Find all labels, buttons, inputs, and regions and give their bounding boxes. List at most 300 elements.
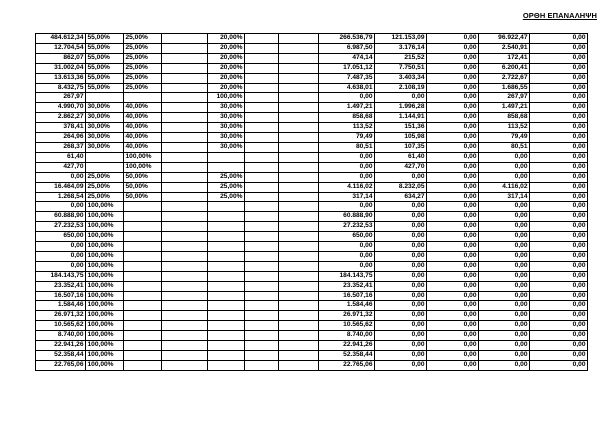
cell-empty-col-a (162, 202, 208, 212)
cell-share-c: 30,00% (208, 133, 245, 143)
cell-share-b: 25,00% (124, 73, 162, 83)
cell-amount-d: 172,41 (479, 53, 530, 63)
cell-amount-b: 0,00 (375, 341, 427, 351)
cell-share-c: 25,00% (208, 182, 245, 192)
cell-amount-a: 1.584,46 (319, 301, 375, 311)
cell-amount-d: 317,14 (479, 192, 530, 202)
cell-amount-b: 7.750,51 (375, 63, 427, 73)
cell-share-c (208, 251, 245, 261)
cell-share-a: 100,00% (86, 281, 124, 291)
cell-base-amount: 267,97 (36, 93, 86, 103)
cell-base-amount: 427,70 (36, 162, 86, 172)
cell-amount-a: 113,52 (319, 123, 375, 133)
cell-share-b: 25,00% (124, 43, 162, 53)
cell-amount-e: 0,00 (530, 172, 588, 182)
cell-amount-d: 0,00 (479, 341, 530, 351)
cell-empty-col-b (245, 341, 279, 351)
cell-amount-e: 0,00 (530, 113, 588, 123)
cell-empty-col-c (279, 113, 319, 123)
cell-share-a: 30,00% (86, 133, 124, 143)
cell-amount-e: 0,00 (530, 83, 588, 93)
cell-amount-d: 79,49 (479, 133, 530, 143)
cell-amount-d: 0,00 (479, 172, 530, 182)
cell-share-a: 100,00% (86, 222, 124, 232)
cell-amount-c: 0,00 (427, 291, 479, 301)
cell-amount-c: 0,00 (427, 261, 479, 271)
cell-share-b (124, 321, 162, 331)
table-row (36, 311, 588, 321)
cell-amount-b: 0,00 (375, 281, 427, 291)
cell-amount-d: 0,00 (479, 271, 530, 281)
cell-share-b: 40,00% (124, 133, 162, 143)
cell-amount-c: 0,00 (427, 281, 479, 291)
cell-share-b (124, 360, 162, 370)
cell-amount-d: 0,00 (479, 212, 530, 222)
cell-share-b (124, 232, 162, 242)
cell-empty-col-b (245, 34, 279, 44)
cell-amount-e: 0,00 (530, 123, 588, 133)
cell-share-c (208, 301, 245, 311)
cell-share-c: 25,00% (208, 172, 245, 182)
cell-empty-col-c (279, 83, 319, 93)
table-row (36, 242, 588, 252)
cell-amount-c: 0,00 (427, 212, 479, 222)
cell-amount-c: 0,00 (427, 73, 479, 83)
cell-empty-col-c (279, 321, 319, 331)
cell-empty-col-a (162, 93, 208, 103)
cell-base-amount: 862,07 (36, 53, 86, 63)
cell-amount-b: 215,52 (375, 53, 427, 63)
cell-empty-col-a (162, 321, 208, 331)
cell-share-a: 100,00% (86, 360, 124, 370)
cell-empty-col-c (279, 162, 319, 172)
cell-amount-a: 79,49 (319, 133, 375, 143)
cell-share-a (86, 152, 124, 162)
cell-share-a: 100,00% (86, 291, 124, 301)
financial-table (35, 33, 588, 371)
cell-amount-c: 0,00 (427, 182, 479, 192)
cell-empty-col-a (162, 142, 208, 152)
cell-amount-e: 0,00 (530, 182, 588, 192)
cell-share-b: 40,00% (124, 113, 162, 123)
cell-amount-e: 0,00 (530, 291, 588, 301)
cell-empty-col-c (279, 242, 319, 252)
cell-amount-a: 0,00 (319, 162, 375, 172)
cell-empty-col-c (279, 142, 319, 152)
cell-share-b (124, 242, 162, 252)
cell-amount-e: 0,00 (530, 242, 588, 252)
cell-amount-c: 0,00 (427, 123, 479, 133)
cell-empty-col-b (245, 73, 279, 83)
cell-base-amount: 0,00 (36, 261, 86, 271)
cell-amount-d: 0,00 (479, 360, 530, 370)
cell-empty-col-c (279, 103, 319, 113)
cell-amount-d: 0,00 (479, 162, 530, 172)
cell-base-amount: 1.584,46 (36, 301, 86, 311)
cell-empty-col-b (245, 360, 279, 370)
cell-amount-a: 184.143,75 (319, 271, 375, 281)
table-row (36, 182, 588, 192)
cell-empty-col-c (279, 43, 319, 53)
cell-empty-col-b (245, 351, 279, 361)
table-row (36, 142, 588, 152)
cell-amount-a: 27.232,53 (319, 222, 375, 232)
cell-amount-a: 10.565,62 (319, 321, 375, 331)
cell-empty-col-a (162, 123, 208, 133)
cell-share-b (124, 301, 162, 311)
table-row (36, 93, 588, 103)
cell-share-a: 100,00% (86, 232, 124, 242)
cell-share-a: 100,00% (86, 311, 124, 321)
cell-amount-a: 23.352,41 (319, 281, 375, 291)
cell-amount-a: 0,00 (319, 172, 375, 182)
cell-share-c (208, 242, 245, 252)
table-row (36, 192, 588, 202)
cell-amount-d: 80,51 (479, 142, 530, 152)
cell-empty-col-b (245, 311, 279, 321)
cell-empty-col-c (279, 311, 319, 321)
cell-empty-col-b (245, 103, 279, 113)
cell-base-amount: 264,96 (36, 133, 86, 143)
cell-share-a: 55,00% (86, 73, 124, 83)
cell-share-b: 25,00% (124, 53, 162, 63)
cell-amount-b: 0,00 (375, 331, 427, 341)
table-row (36, 271, 588, 281)
table-row (36, 103, 588, 113)
cell-empty-col-c (279, 53, 319, 63)
cell-amount-c: 0,00 (427, 63, 479, 73)
cell-base-amount: 31.002,04 (36, 63, 86, 73)
cell-empty-col-c (279, 222, 319, 232)
cell-amount-d: 0,00 (479, 232, 530, 242)
table-row (36, 212, 588, 222)
cell-base-amount: 0,00 (36, 202, 86, 212)
cell-base-amount: 378,41 (36, 123, 86, 133)
cell-share-b (124, 311, 162, 321)
cell-amount-e: 0,00 (530, 232, 588, 242)
cell-empty-col-a (162, 291, 208, 301)
cell-amount-b: 0,00 (375, 93, 427, 103)
cell-empty-col-a (162, 133, 208, 143)
cell-share-b (124, 351, 162, 361)
cell-amount-a: 0,00 (319, 261, 375, 271)
cell-empty-col-a (162, 360, 208, 370)
cell-base-amount: 2.862,27 (36, 113, 86, 123)
cell-base-amount: 268,37 (36, 142, 86, 152)
cell-share-b (124, 271, 162, 281)
cell-share-c: 20,00% (208, 83, 245, 93)
cell-amount-d: 6.200,41 (479, 63, 530, 73)
cell-amount-c: 0,00 (427, 222, 479, 232)
cell-amount-b: 0,00 (375, 301, 427, 311)
cell-amount-d: 0,00 (479, 331, 530, 341)
cell-empty-col-c (279, 331, 319, 341)
cell-share-a: 55,00% (86, 34, 124, 44)
cell-share-a: 30,00% (86, 123, 124, 133)
cell-base-amount: 52.358,44 (36, 351, 86, 361)
cell-amount-e: 0,00 (530, 202, 588, 212)
table-row (36, 133, 588, 143)
table-body (36, 34, 588, 371)
cell-share-b: 50,00% (124, 172, 162, 182)
cell-empty-col-c (279, 123, 319, 133)
cell-base-amount: 16.464,09 (36, 182, 86, 192)
table-row (36, 232, 588, 242)
cell-amount-a: 8.740,00 (319, 331, 375, 341)
cell-empty-col-c (279, 251, 319, 261)
cell-empty-col-b (245, 321, 279, 331)
cell-share-a: 100,00% (86, 271, 124, 281)
cell-share-c: 20,00% (208, 34, 245, 44)
cell-empty-col-b (245, 93, 279, 103)
cell-amount-e: 0,00 (530, 222, 588, 232)
cell-empty-col-a (162, 53, 208, 63)
cell-amount-d: 1.686,55 (479, 83, 530, 93)
cell-amount-a: 16.507,16 (319, 291, 375, 301)
table-row (36, 331, 588, 341)
cell-base-amount: 12.704,54 (36, 43, 86, 53)
cell-empty-col-c (279, 351, 319, 361)
cell-share-c: 100,00% (208, 93, 245, 103)
cell-base-amount: 650,00 (36, 232, 86, 242)
cell-amount-c: 0,00 (427, 43, 479, 53)
table-row (36, 202, 588, 212)
cell-amount-d: 858,68 (479, 113, 530, 123)
table-row (36, 63, 588, 73)
cell-empty-col-c (279, 152, 319, 162)
cell-amount-e: 0,00 (530, 133, 588, 143)
cell-amount-c: 0,00 (427, 311, 479, 321)
cell-amount-b: 0,00 (375, 202, 427, 212)
cell-share-a (86, 162, 124, 172)
cell-amount-e: 0,00 (530, 331, 588, 341)
cell-amount-b: 427,70 (375, 162, 427, 172)
cell-empty-col-b (245, 43, 279, 53)
cell-empty-col-b (245, 281, 279, 291)
cell-share-b: 25,00% (124, 63, 162, 73)
cell-amount-b: 0,00 (375, 291, 427, 301)
cell-share-b: 50,00% (124, 182, 162, 192)
cell-share-b (124, 341, 162, 351)
cell-amount-c: 0,00 (427, 172, 479, 182)
table-row (36, 53, 588, 63)
cell-amount-c: 0,00 (427, 133, 479, 143)
table-row (36, 73, 588, 83)
cell-amount-e: 0,00 (530, 103, 588, 113)
cell-amount-d: 0,00 (479, 281, 530, 291)
cell-base-amount: 10.565,62 (36, 321, 86, 331)
cell-share-a (86, 93, 124, 103)
cell-amount-d: 0,00 (479, 311, 530, 321)
cell-empty-col-a (162, 162, 208, 172)
table-row (36, 172, 588, 182)
cell-amount-a: 7.487,35 (319, 73, 375, 83)
cell-empty-col-a (162, 222, 208, 232)
cell-empty-col-c (279, 232, 319, 242)
cell-amount-d: 0,00 (479, 301, 530, 311)
cell-base-amount: 184.143,75 (36, 271, 86, 281)
cell-empty-col-b (245, 182, 279, 192)
cell-share-c (208, 222, 245, 232)
cell-amount-c: 0,00 (427, 232, 479, 242)
cell-empty-col-a (162, 152, 208, 162)
cell-empty-col-c (279, 261, 319, 271)
cell-amount-c: 0,00 (427, 271, 479, 281)
cell-share-a: 100,00% (86, 321, 124, 331)
cell-amount-a: 17.051,12 (319, 63, 375, 73)
cell-share-b (124, 202, 162, 212)
cell-amount-b: 0,00 (375, 321, 427, 331)
cell-base-amount: 27.232,53 (36, 222, 86, 232)
cell-amount-c: 0,00 (427, 103, 479, 113)
cell-base-amount: 26.971,32 (36, 311, 86, 321)
cell-amount-e: 0,00 (530, 162, 588, 172)
cell-empty-col-b (245, 331, 279, 341)
cell-empty-col-b (245, 172, 279, 182)
cell-amount-e: 0,00 (530, 53, 588, 63)
cell-amount-c: 0,00 (427, 301, 479, 311)
table-row (36, 222, 588, 232)
cell-empty-col-c (279, 133, 319, 143)
cell-empty-col-c (279, 301, 319, 311)
cell-share-a: 55,00% (86, 53, 124, 63)
cell-amount-e: 0,00 (530, 192, 588, 202)
cell-amount-e: 0,00 (530, 212, 588, 222)
cell-share-b: 25,00% (124, 34, 162, 44)
cell-share-c: 30,00% (208, 103, 245, 113)
cell-share-a: 55,00% (86, 63, 124, 73)
cell-amount-d: 0,00 (479, 251, 530, 261)
cell-share-b (124, 251, 162, 261)
cell-amount-a: 6.987,50 (319, 43, 375, 53)
cell-amount-a: 858,68 (319, 113, 375, 123)
cell-share-c: 20,00% (208, 43, 245, 53)
cell-amount-e: 0,00 (530, 261, 588, 271)
table-row (36, 83, 588, 93)
cell-amount-b: 0,00 (375, 222, 427, 232)
cell-amount-c: 0,00 (427, 351, 479, 361)
cell-empty-col-b (245, 53, 279, 63)
cell-share-a: 55,00% (86, 83, 124, 93)
cell-empty-col-b (245, 192, 279, 202)
cell-amount-c: 0,00 (427, 34, 479, 44)
cell-amount-b: 0,00 (375, 360, 427, 370)
cell-base-amount: 13.613,36 (36, 73, 86, 83)
cell-amount-c: 0,00 (427, 242, 479, 252)
table-row (36, 152, 588, 162)
cell-amount-b: 0,00 (375, 251, 427, 261)
cell-amount-e: 0,00 (530, 360, 588, 370)
cell-share-c (208, 281, 245, 291)
cell-empty-col-c (279, 360, 319, 370)
cell-empty-col-a (162, 103, 208, 113)
cell-empty-col-c (279, 341, 319, 351)
cell-share-b: 40,00% (124, 123, 162, 133)
cell-amount-b: 0,00 (375, 351, 427, 361)
cell-amount-c: 0,00 (427, 251, 479, 261)
cell-amount-a: 60.888,90 (319, 212, 375, 222)
cell-share-c (208, 291, 245, 301)
cell-empty-col-a (162, 212, 208, 222)
cell-empty-col-a (162, 281, 208, 291)
cell-share-c (208, 331, 245, 341)
cell-share-b: 100,00% (124, 162, 162, 172)
cell-empty-col-b (245, 232, 279, 242)
cell-amount-a: 0,00 (319, 202, 375, 212)
cell-amount-b: 61,40 (375, 152, 427, 162)
cell-amount-b: 3.403,34 (375, 73, 427, 83)
cell-share-a: 25,00% (86, 172, 124, 182)
table-row (36, 251, 588, 261)
cell-share-c: 20,00% (208, 73, 245, 83)
cell-base-amount: 8.740,00 (36, 331, 86, 341)
cell-share-c (208, 261, 245, 271)
table-row (36, 291, 588, 301)
cell-share-a: 100,00% (86, 351, 124, 361)
cell-share-a: 100,00% (86, 341, 124, 351)
cell-amount-a: 317,14 (319, 192, 375, 202)
cell-share-c: 30,00% (208, 113, 245, 123)
cell-empty-col-b (245, 301, 279, 311)
cell-share-c: 25,00% (208, 192, 245, 202)
cell-share-a: 100,00% (86, 242, 124, 252)
cell-empty-col-a (162, 63, 208, 73)
cell-share-b: 40,00% (124, 142, 162, 152)
cell-amount-d: 0,00 (479, 291, 530, 301)
cell-amount-b: 151,36 (375, 123, 427, 133)
cell-empty-col-b (245, 113, 279, 123)
cell-base-amount: 0,00 (36, 242, 86, 252)
cell-share-c (208, 212, 245, 222)
cell-empty-col-c (279, 73, 319, 83)
table-row (36, 162, 588, 172)
cell-empty-col-c (279, 182, 319, 192)
cell-amount-c: 0,00 (427, 321, 479, 331)
cell-empty-col-a (162, 251, 208, 261)
cell-amount-a: 26.971,32 (319, 311, 375, 321)
cell-empty-col-a (162, 113, 208, 123)
cell-empty-col-a (162, 351, 208, 361)
cell-amount-c: 0,00 (427, 93, 479, 103)
cell-share-a: 55,00% (86, 43, 124, 53)
cell-amount-d: 2.540,91 (479, 43, 530, 53)
cell-share-c (208, 341, 245, 351)
cell-amount-a: 22.941,26 (319, 341, 375, 351)
cell-amount-a: 0,00 (319, 152, 375, 162)
cell-empty-col-b (245, 133, 279, 143)
cell-empty-col-b (245, 152, 279, 162)
cell-share-c (208, 271, 245, 281)
cell-amount-a: 4.638,01 (319, 83, 375, 93)
cell-amount-d: 113,52 (479, 123, 530, 133)
cell-amount-c: 0,00 (427, 142, 479, 152)
cell-amount-d: 0,00 (479, 351, 530, 361)
cell-amount-a: 22.765,06 (319, 360, 375, 370)
cell-base-amount: 0,00 (36, 172, 86, 182)
cell-empty-col-a (162, 192, 208, 202)
cell-amount-b: 121.153,09 (375, 34, 427, 44)
cell-share-b (124, 222, 162, 232)
cell-amount-a: 0,00 (319, 251, 375, 261)
cell-share-a: 100,00% (86, 261, 124, 271)
cell-amount-a: 474,14 (319, 53, 375, 63)
cell-empty-col-b (245, 83, 279, 93)
cell-amount-b: 0,00 (375, 271, 427, 281)
cell-amount-a: 52.358,44 (319, 351, 375, 361)
cell-amount-d: 4.116,02 (479, 182, 530, 192)
cell-share-b (124, 281, 162, 291)
cell-amount-b: 2.108,19 (375, 83, 427, 93)
